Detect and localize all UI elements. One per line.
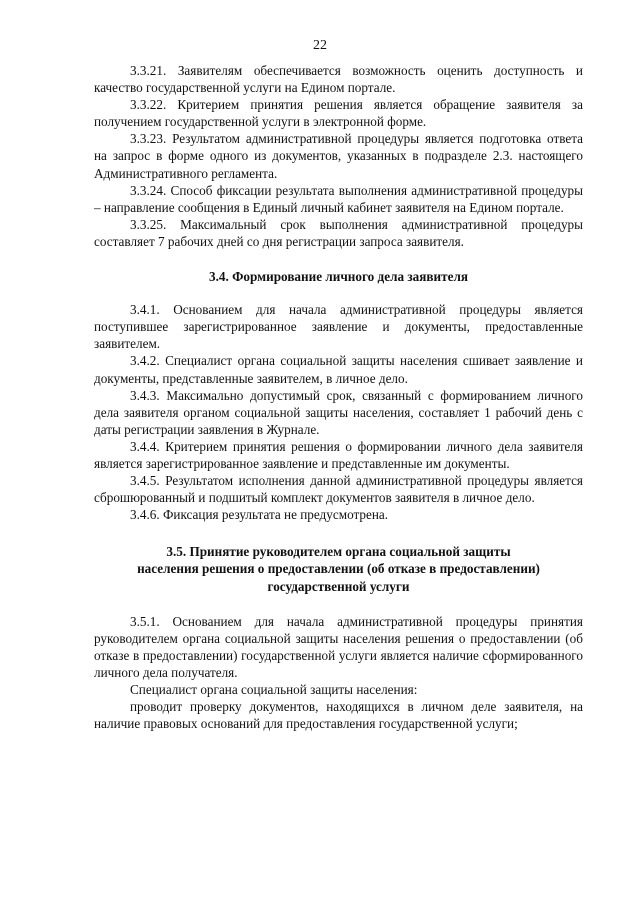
paragraph-3-4-5: 3.4.5. Результатом исполнения данной административной процедуры является сброшюрованный и подшитый комплект документов заявителя в личное дело. bbox=[94, 473, 583, 506]
paragraph-3-4-6: 3.4.6. Фиксация результата не предусмотрена. bbox=[130, 507, 389, 523]
spacer bbox=[94, 250, 583, 268]
paragraph-3-5-1: 3.5.1. Основанием для начала административной процедуры принятия руководителем органа социальной защиты населения решения о предоставлении (об отказе в предоставлении) государственной услуги является наличие сформированного личного дела получателя. bbox=[94, 613, 583, 680]
paragraph-specialist-intro: Специалист органа социальной защиты населения: bbox=[130, 682, 418, 697]
section-heading-3-5-line-1: 3.5. Принятие руководителем органа социальной защиты bbox=[166, 544, 511, 560]
paragraph-3-3-22: 3.3.22. Критерием принятия решения является обращение заявителя за получением государственной услуги в электронной форме. bbox=[94, 97, 583, 130]
paragraph-3-3-25: 3.3.25. Максимальный срок выполнения административной процедуры составляет 7 рабочих дней со дня регистрации запроса заявителя. bbox=[94, 216, 583, 249]
page-number: 22 bbox=[313, 38, 327, 53]
paragraph-check-documents: проводит проверку документов, находящихся в личном деле заявителя, на наличие правовых оснований для предоставления государственной услуги; bbox=[94, 699, 583, 732]
spacer bbox=[94, 285, 583, 301]
paragraph-3-4-3: 3.4.3. Максимально допустимый срок, связанный с формированием личного дела заявителя органом социальной защиты населения, составляет 1 рабочий день с даты регистрации заявления в Журнале. bbox=[94, 387, 583, 437]
page-content bbox=[94, 62, 583, 732]
section-heading-3-5 bbox=[94, 543, 583, 594]
spacer bbox=[94, 595, 583, 613]
section-heading-3-4: 3.4. Формирование личного дела заявителя bbox=[209, 269, 468, 285]
paragraph-3-3-23: 3.3.23. Результатом административной процедуры является подготовка ответа на запрос в форме одного из документов, указанных в подразделе 2.3. настоящего Административного регламента. bbox=[94, 131, 583, 181]
spacer bbox=[94, 523, 583, 543]
paragraph-3-4-2: 3.4.2. Специалист органа социальной защиты населения сшивает заявление и документы, представленные заявителем, в личное дело. bbox=[94, 353, 583, 386]
section-heading-3-5-line-2: населения решения о предоставлении (об отказе в предоставлении) bbox=[137, 561, 540, 577]
section-heading-3-5-line-3: государственной услуги bbox=[267, 578, 410, 594]
paragraph-3-4-4: 3.4.4. Критерием принятия решения о формировании личного дела заявителя является зарегистрированное заявление и представленные им документы. bbox=[94, 438, 583, 471]
paragraph-3-3-21: 3.3.21. Заявителям обеспечивается возможность оценить доступность и качество государственной услуги на Едином портале. bbox=[94, 63, 583, 96]
paragraph-3-4-1: 3.4.1. Основанием для начала административной процедуры является поступившее зарегистрированное заявление и документы, предоставленные заявителем. bbox=[94, 302, 583, 352]
paragraph-3-3-24: 3.3.24. Способ фиксации результата выполнения административной процедуры – направление сообщения в Единый личный кабинет заявителя на Едином портале. bbox=[94, 182, 583, 215]
